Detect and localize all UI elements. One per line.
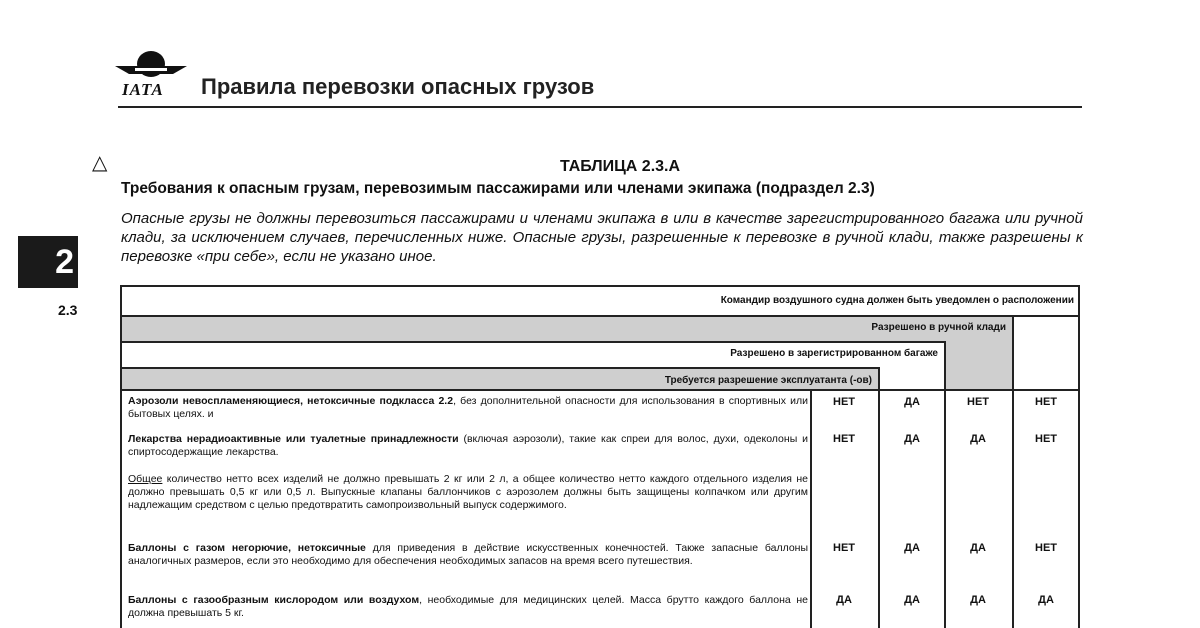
cell-captain: ДА <box>1038 594 1054 606</box>
cell-checked: ДА <box>904 433 920 445</box>
row-item-name: Лекарства нерадиоактивные или туалетные принадлежности <box>128 433 459 445</box>
cell-checked: ДА <box>904 396 920 408</box>
cell-captain: НЕТ <box>1035 433 1057 445</box>
cell-captain: НЕТ <box>1035 396 1057 408</box>
row-item-name: Аэрозоли невоспламеняющиеся, нетоксичные подкласса 2.2 <box>128 395 454 407</box>
cell-checked: ДА <box>904 594 920 606</box>
header-rule <box>118 106 1082 108</box>
table-row-oxygen-cylinders <box>128 594 808 620</box>
row-note-text: количество нетто всех изделий не должно превышать 2 кг или 2 л, а общее количество нетто каждого отдельного изделия не должно превышать 0,5 кг или 0,5 л. Выпускные клапаны баллончиков с аэрозолем должны быть защищены колпачком или другим надлежащим средством с целью предотвратить самопроизвольный выпуск содержимого. <box>128 473 808 511</box>
row-item-name: Баллоны с газом негорючие, нетоксичные <box>128 542 366 554</box>
cell-carry-on: ДА <box>970 594 986 606</box>
cell-approval: НЕТ <box>833 396 855 408</box>
header-operator-approval: Требуется разрешение эксплуатанта (-ов) <box>664 375 872 386</box>
header-band-carry-on-col <box>944 341 1014 391</box>
document-title: Правила перевозки опасных грузов <box>201 74 595 99</box>
table-row-aerosols <box>128 395 808 421</box>
row-item-name: Баллоны с газообразным кислородом или воздухом <box>128 594 420 606</box>
cell-approval: НЕТ <box>833 433 855 445</box>
cell-captain: НЕТ <box>1035 542 1057 554</box>
iata-logo-text: IATA <box>122 80 164 99</box>
intro-paragraph: Опасные грузы не должны перевозиться пассажирами и членами экипажа в или в качестве зарегистрированного багажа или ручной клади, за исключением случаев, перечисленных ниже. Опасные грузы, разрешенные к перевозке в ручной клади, также разрешены к перевозке «при себе», если не указано иное. <box>121 210 1083 265</box>
subsection-number: 2.3 <box>58 302 78 318</box>
header-carry-on: Разрешено в ручной клади <box>871 322 1006 333</box>
dangerous-goods-table <box>120 285 1080 628</box>
cell-approval: НЕТ <box>833 542 855 554</box>
cell-carry-on: ДА <box>970 542 986 554</box>
table-row-gas-cylinders <box>128 542 808 568</box>
header-checked-baggage: Разрешено в зарегистрированном багаже <box>730 348 938 359</box>
revision-triangle-icon: △ <box>92 152 108 174</box>
table-subtitle: Требования к опасным грузам, перевозимым пассажирами или членами экипажа (подраздел 2.3) <box>121 180 875 197</box>
cell-carry-on: НЕТ <box>967 396 989 408</box>
row-item-description: , без дополнительной опасности для использования в спортивных или бытовых целях. и <box>128 395 809 420</box>
row-note-emphasis: Общее <box>128 473 163 485</box>
row-item-description: , необходимые для медицинских целей. Масса брутто каждого баллона не должна превышать 5 кг. <box>128 594 808 619</box>
table-row-quantity-note <box>128 473 808 512</box>
section-number-tab: 2 <box>18 236 78 288</box>
row-item-description: для приведения в действие искусственных конечностей. Также запасные баллоны аналогичных размеров, если это необходимо для обеспечения необходимых запасов на время всего путешествия. <box>128 542 808 567</box>
cell-approval: ДА <box>836 594 852 606</box>
row-item-description: (включая аэрозоли), такие как спреи для волос, духи, одеколоны и спиртосодержащие лекарства. <box>128 433 809 458</box>
table-title: ТАБЛИЦА 2.3.А <box>559 158 681 175</box>
table-row-medicines <box>128 433 808 459</box>
cell-carry-on: ДА <box>970 433 986 445</box>
cell-checked: ДА <box>904 542 920 554</box>
header-captain-notified: Командир воздушного судна должен быть уведомлен о расположении <box>720 295 1074 306</box>
